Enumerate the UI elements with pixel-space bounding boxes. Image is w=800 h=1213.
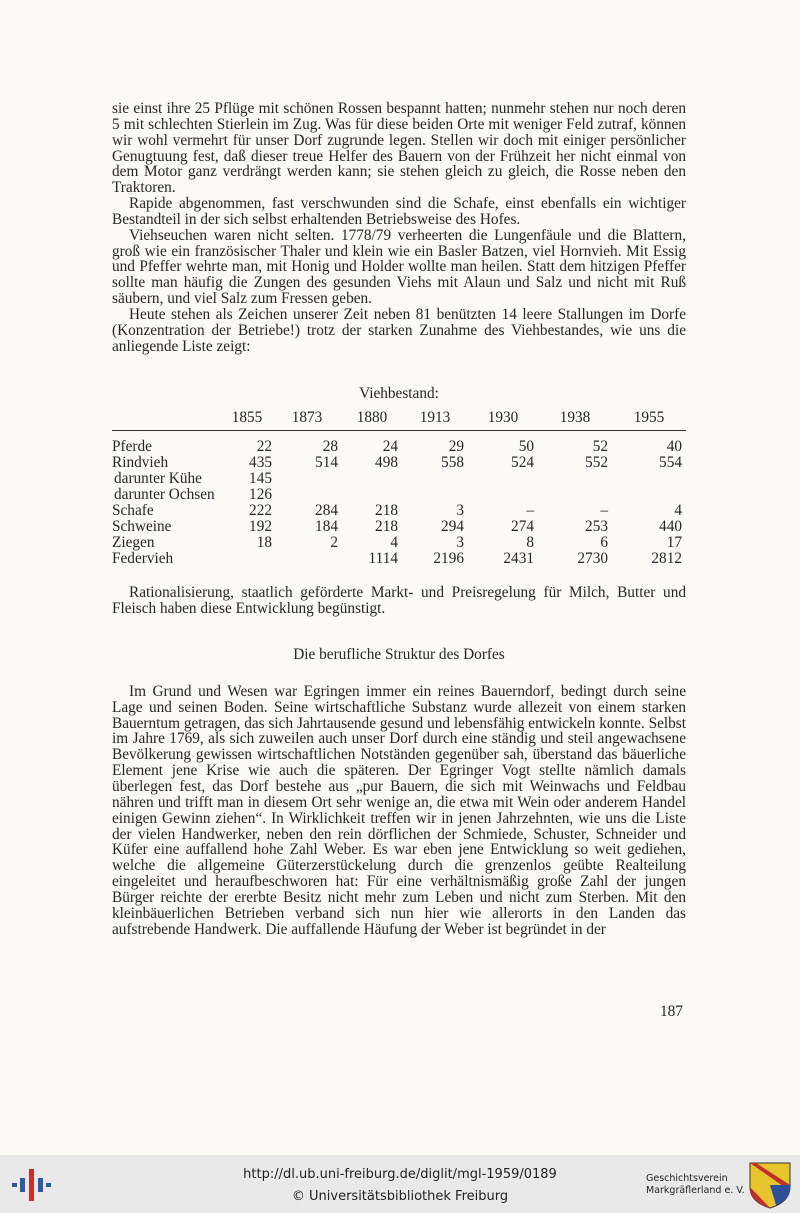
table-cell [272, 551, 342, 567]
table-cell: 28 [322, 437, 338, 455]
table-cell: 218 [375, 517, 398, 535]
year-header: 1938 [538, 410, 612, 431]
source-url[interactable]: http://dl.ub.uni-freiburg.de/diglit/mgl-1959/0189 [243, 1167, 557, 1182]
table-cell: 558 [441, 453, 464, 471]
table-row [112, 551, 686, 567]
table-row [112, 471, 686, 487]
table-cell [538, 471, 612, 487]
page-number: 187 [660, 1003, 683, 1020]
table-cell [538, 487, 612, 503]
table-cell: 274 [511, 517, 534, 535]
table-cell: 24 [382, 437, 398, 455]
table-cell: 18 [256, 534, 272, 552]
paragraph: Viehseuchen waren nicht selten. 1778/79 verheerten die Lungenfäule und die Blattern, groß wie ein französischer Thaler und klein wie ein Basler Batzen, viel Hornvieh. Mit Essig und Pfeffer wehrte man, mit Honig und Holder wollte man heilen. Statt dem hitzigen Pfeffer sollte man häufig die Zungen des gesunden Viehs mit Alaun und Salz und nicht mit Ruß säubern, und viel Salz zum Fressen geben. [112, 226, 686, 308]
table-cell: 253 [585, 517, 608, 535]
table-cell [468, 487, 538, 503]
table-cell: 2431 [503, 550, 534, 568]
table-cell: – [600, 501, 608, 519]
table-cell: 2730 [577, 550, 608, 568]
table-cell: 1114 [368, 550, 398, 568]
table-cell: 440 [659, 517, 682, 535]
table-cell: 294 [441, 517, 464, 535]
row-label: Rindvieh [112, 453, 169, 471]
society-name [646, 1173, 745, 1197]
table-row [112, 430, 686, 455]
paragraph: Rationalisierung, staatlich geförderte Markt- und Preisregelung für Milch, Butter und Fleisch haben diese Entwicklung begünstigt. [112, 584, 686, 618]
table-cell: 29 [448, 437, 464, 455]
table-cell: 524 [511, 453, 534, 471]
table-cell: 222 [249, 501, 272, 519]
table-row [112, 535, 686, 551]
table-cell: 2 [330, 534, 338, 552]
year-header: 1913 [402, 410, 468, 431]
table-cell: – [526, 501, 534, 519]
table-cell: 192 [249, 517, 272, 535]
table-cell: 52 [592, 437, 608, 455]
table-cell: 2196 [433, 550, 464, 568]
table-cell [402, 487, 468, 503]
table-cell: 145 [249, 469, 272, 487]
table-cell: 22 [256, 437, 272, 455]
table-cell: 554 [659, 453, 682, 471]
paragraph: Im Grund und Wesen war Egringen immer ein reines Bauerndorf, bedingt durch seine Lage und seinen Boden. Seine wirtschaftliche Substanz wurde allezeit von einem starken Bauerntum getragen, das sich Jahrtausende gesund und lebensfähig entwickeln konnte. Selbst im Jahre 1769, als sich zuweilen auch unser Dorf durch eine ständig und steil angewachsene Bevölkerung gewissen wirtschaftlichen Notständen gegenüber sah, überstand das bäuerliche Element jene Krise wie auch die späteren. Der Egringer Vogt stellte nämlich damals überlegen fest, das Dorf bestehe aus „pur Bauern, die sich mit Weinwachs und Feldbau nähren und trifft man in diesem Ort sehr wenige an, die etwa mit Wein oder anderem Handel einigen Gewinn ziehen“. In Wirklichkeit treffen wir in jenen Jahrzehnten, wie uns die Liste der vielen Handwerker, neben den rein dörflichen der Schmiede, Schuster, Schneider und Küfer eine auffallend hohe Zahl Weber. Es war eben jene Entwicklung so weit gediehen, welche die allgemeine Güterzerstückelung durch die grenzenlos geübte Realteilung eingeleitet und heraufbeschworen hat: Für eine verhältnismäßig große Zahl der jungen Bürger reichte der ererbte Besitz nicht mehr zum Leben und nicht zum Sterben. Mit den kleinbäuerlichen Betrieben verband sich nun hier wie allerorts in den Landen das aufstrebende Handwerk. Die auffallende Häufung der Weber ist begründet in der [112, 682, 686, 938]
paragraph: Rapide abgenommen, fast verschwunden sind die Schafe, einst ebenfalls ein wichtiger Bestandteil in der sich selbst erhaltenden Betriebsweise des Hofes. [112, 195, 686, 228]
row-label: Ziegen [112, 534, 155, 552]
table-cell: 4 [390, 534, 398, 552]
table-cell: 8 [526, 534, 534, 552]
year-header: 1873 [272, 410, 342, 431]
row-label: Schweine [112, 517, 172, 535]
table-cell: 126 [249, 485, 272, 503]
table-cell [272, 487, 342, 503]
table-cell: 2812 [651, 550, 682, 568]
table-cell: 3 [456, 534, 464, 552]
table-cell [612, 471, 686, 487]
table-row [112, 519, 686, 535]
viewer-footer [0, 1155, 800, 1213]
year-header: 1930 [468, 410, 538, 431]
table-row [112, 503, 686, 519]
table-cell: 6 [600, 534, 608, 552]
society-line: Geschichtsverein [646, 1173, 728, 1184]
table-caption: Viehbestand: [359, 384, 439, 402]
row-label: darunter Ochsen [114, 485, 215, 503]
table-cell: 4 [674, 501, 682, 519]
table-cell [402, 471, 468, 487]
table-cell: 184 [315, 517, 338, 535]
row-label: Federvieh [112, 550, 174, 568]
table-cell [468, 471, 538, 487]
table-cell: 435 [249, 453, 272, 471]
paragraph: sie einst ihre 25 Pflüge mit schönen Rossen bespannt hatten; nunmehr stehen nur noch deren 5 mit schlechten Stierlein im Zug. Was für diese beiden Orte mit weniger Feld zutraf, können wir wohl vermehrt für unser Dorf zugrunde legen. Stellen wir doch mit einiger persönlicher Genugtuung fest, daß dieser treue Helfer des Bauern von der Frühzeit her nicht einmal von dem Motor ganz verdrängt werden kann; sie stehen gleich zu gleich, die Rosse neben den Traktoren. [112, 100, 686, 197]
table-cell [272, 471, 342, 487]
page-content [112, 101, 686, 937]
table-cell [342, 471, 402, 487]
table-cell: 17 [666, 534, 682, 552]
table-cell: 498 [375, 453, 398, 471]
table-cell [222, 551, 272, 567]
table-row [112, 487, 686, 503]
copyright-notice: © Universitätsbibliothek Freiburg [291, 1189, 509, 1204]
table-cell: 3 [456, 501, 464, 519]
table-cell: 284 [315, 501, 338, 519]
paragraph: Heute stehen als Zeichen unserer Zeit neben 81 benützten 14 leere Stallungen im Dorfe (Konzentration der Betriebe!) trotz der starken Zunahme des Viehbestandes, wie uns die anliegende Liste zeigt: [112, 305, 686, 355]
year-header: 1880 [342, 410, 402, 431]
table-cell: 40 [666, 437, 682, 455]
table-cell [612, 487, 686, 503]
livestock-table [112, 410, 686, 568]
row-label: Pferde [112, 437, 152, 455]
row-label: Schafe [112, 501, 154, 519]
coat-of-arms-icon [748, 1161, 792, 1209]
society-line: Markgräflerland e. V. [646, 1185, 745, 1196]
header-corner [112, 410, 222, 431]
year-header: 1955 [612, 410, 686, 431]
row-label: darunter Kühe [114, 469, 202, 487]
year-header: 1855 [222, 410, 272, 431]
table-header-row [112, 410, 686, 431]
table-cell: 514 [315, 453, 338, 471]
table-cell [342, 487, 402, 503]
table-row [112, 455, 686, 471]
table-cell: 552 [585, 453, 608, 471]
table-cell: 50 [518, 437, 534, 455]
table-cell: 218 [375, 501, 398, 519]
section-heading: Die berufliche Struktur des Dorfes [293, 645, 505, 663]
